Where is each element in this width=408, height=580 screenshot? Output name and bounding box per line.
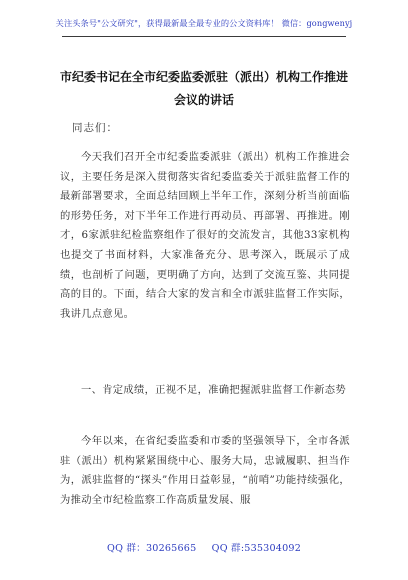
footer-contacts: [0, 540, 408, 554]
greeting: 同志们：: [72, 122, 118, 134]
document-title: 市纪委书记在全市纪委监委派驻（派出）机构工作推进会议的讲话: [59, 70, 348, 107]
header-divider: [62, 36, 346, 37]
section-heading-1: 一、肯定成绩，正视不足，准确把握派驻监督工作新态势: [81, 384, 346, 396]
header-notice: 关注头条号"公文研究"，获得最新最全最专业的公文资料库！ 微信：gongwenyj: [55, 18, 353, 28]
footer-qq-group-2: QQ 群:535304092: [211, 543, 301, 554]
footer-qq-group-1: QQ 群：30265665: [107, 543, 197, 554]
paragraph-intro: 今天我们召开全市纪委监委派驻（派出）机构工作推进会议，主要任务是深入贯彻落实省纪委监委关于派驻监督工作的最新部署要求，全面总结回顾上半年工作，深刻分析当前面临的形势任务，对下半年工作进行再动员、再部署、再推进。刚才，6家派驻纪检监察组作了很好的交流发言，其他33家机构也提交了书面材料，大家准备充分、思考深入，既展示了成绩，也剖析了问题，更明确了方向，达到了交流互鉴、共同提高的目的。下面，结合大家的发言和全市派驻监督工作实际，我讲几点意见。: [60, 151, 350, 320]
paragraph-section-1: 今年以来，在省纪委监委和市委的坚强领导下，全市各派驻（派出）机构紧紧围绕中心、服务大局，忠诚履职、担当作为，派驻监督的“探头”作用日益彰显，“前哨”功能持续强化，为推动全市纪检监察工作高质量发展、服: [60, 435, 350, 506]
